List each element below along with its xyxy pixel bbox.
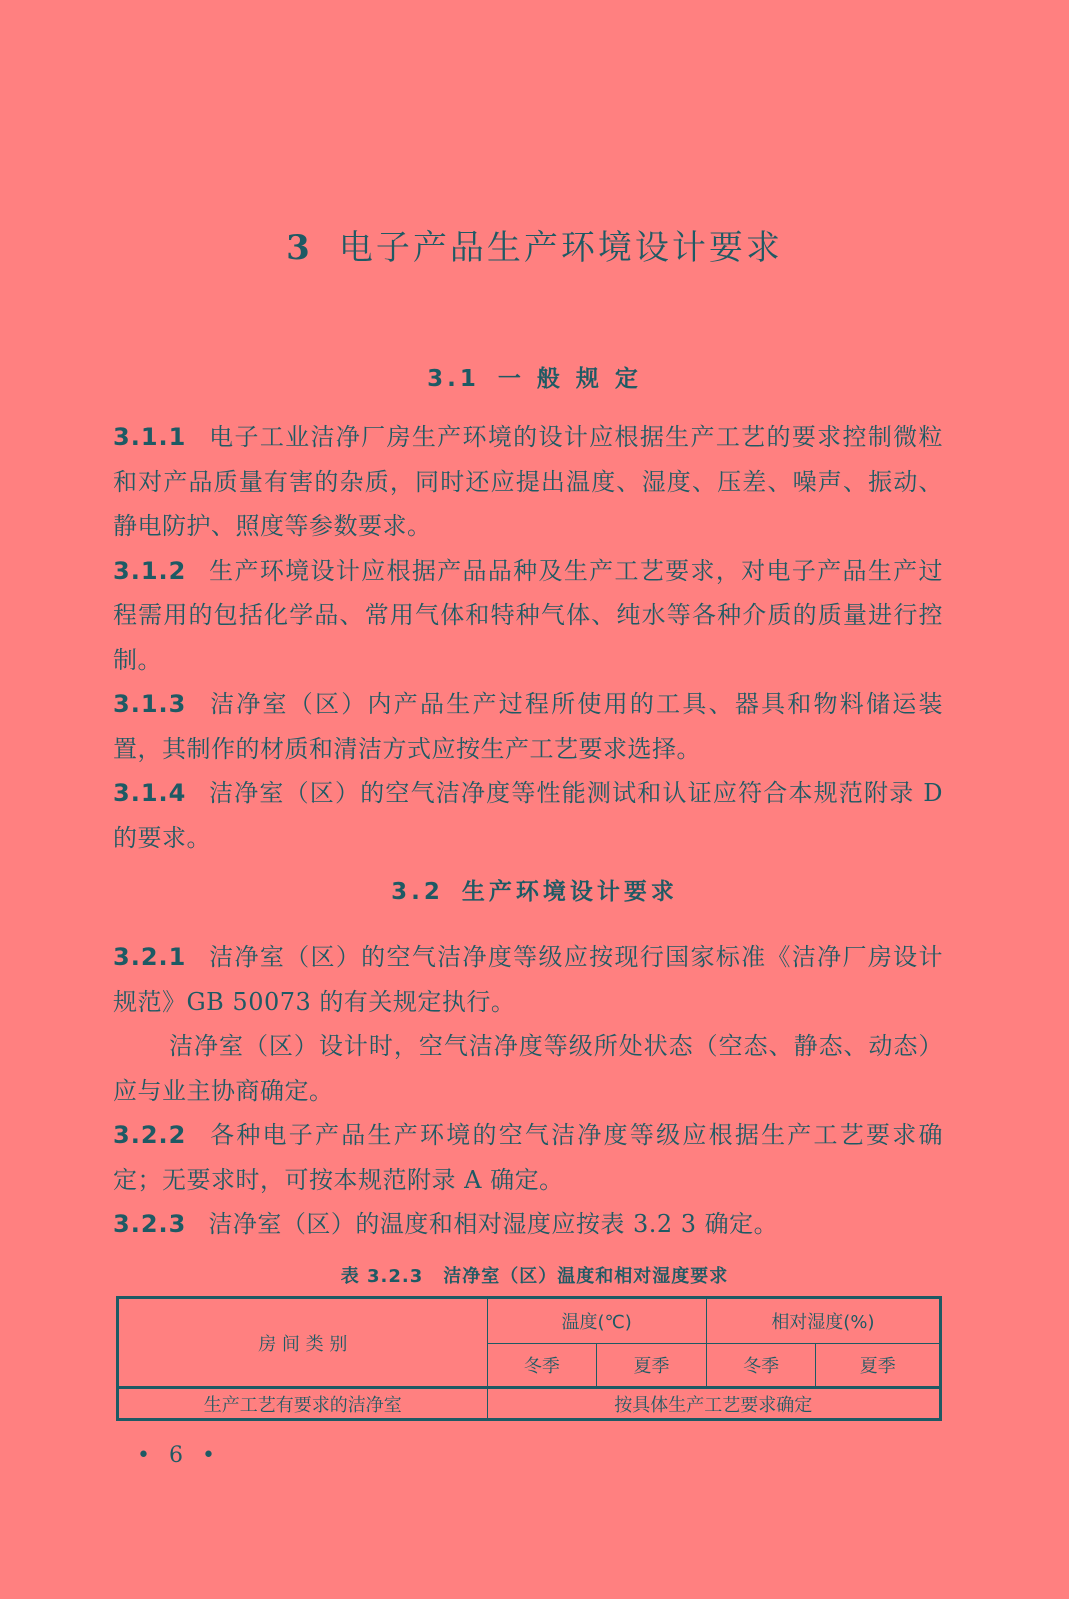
section-heading-3-2 [0,873,1069,906]
section-number: 3.2 [391,879,444,905]
clause-3-1-1 [113,415,943,549]
page-number: • 6 • [137,1443,221,1468]
clause-number: 3.2.2 [113,1121,187,1149]
clause-number: 3.1.2 [113,556,187,585]
table-header-row [118,1298,941,1344]
row-value: 按具体生产工艺要求确定 [487,1388,940,1420]
clause-number: 3.2.3 [113,1210,187,1238]
section-3-2-body [113,935,943,1247]
temperature-header: 温度(℃) [487,1298,706,1344]
table-number: 表 3.2.3 [340,1266,424,1287]
humidity-summer-header: 夏季 [816,1344,941,1388]
chapter-title-text: 电子产品生产环境设计要求 [338,228,783,268]
humidity-winter-header: 冬季 [706,1344,816,1388]
table-caption [0,1262,1069,1288]
table-title: 洁净室（区）温度和相对湿度要求 [443,1266,729,1287]
row-label: 生产工艺有要求的洁净室 [118,1388,488,1420]
clause-3-2-1 [113,935,943,1024]
clause-3-1-4 [113,771,943,860]
clause-text: 洁净室（区）的温度和相对湿度应按表 3.2 3 确定。 [208,1210,779,1238]
clause-3-2-1-paragraph: 洁净室（区）设计时，空气洁净度等级所处状态（空态、静态、动态）应与业主协商确定。 [113,1032,943,1105]
temperature-humidity-table [116,1296,942,1421]
section-title: 一 般 规 定 [497,366,642,392]
chapter-number: 3 [286,228,313,268]
temperature-summer-header: 夏季 [597,1344,707,1388]
section-heading-3-1 [0,360,1069,393]
clause-3-1-2 [113,549,943,683]
clause-text: 洁净室（区）的空气洁净度等级应按现行国家标准《洁净厂房设计规范》GB 50073 的有关规定执行。 [113,943,943,1016]
clause-number: 3.1.3 [113,690,187,718]
humidity-header: 相对湿度(%) [706,1298,940,1344]
room-type-header: 房 间 类 别 [118,1298,488,1388]
section-title: 生产环境设计要求 [461,879,678,905]
section-number: 3.1 [427,366,480,392]
clause-3-1-3 [113,682,943,771]
clause-text: 洁净室（区）内产品生产过程所使用的工具、器具和物料储运装置，其制作的材质和清洁方式应按生产工艺要求选择。 [113,690,943,763]
clause-number: 3.1.4 [113,779,187,807]
clause-number: 3.2.1 [113,943,187,971]
temperature-winter-header: 冬季 [487,1344,597,1388]
clause-text: 生产环境设计应根据产品品种及生产工艺要求，对电子产品生产过程需用的包括化学品、常用气体和特种气体、纯水等各种介质的质量进行控制。 [113,556,943,674]
clause-3-2-2 [113,1113,943,1202]
clause-number: 3.1.1 [113,423,187,451]
table-row [118,1388,941,1420]
clause-3-2-3 [113,1202,943,1247]
section-3-1-body [113,415,943,860]
clause-text: 各种电子产品生产环境的空气洁净度等级应根据生产工艺要求确定；无要求时，可按本规范附录 A 确定。 [113,1121,943,1194]
clause-text: 洁净室（区）的空气洁净度等性能测试和认证应符合本规范附录 D 的要求。 [113,779,943,852]
clause-text: 电子工业洁净厂房生产环境的设计应根据生产工艺的要求控制微粒和对产品质量有害的杂质，同时还应提出温度、湿度、压差、噪声、振动、静电防护、照度等参数要求。 [113,423,943,540]
chapter-title [0,220,1069,269]
